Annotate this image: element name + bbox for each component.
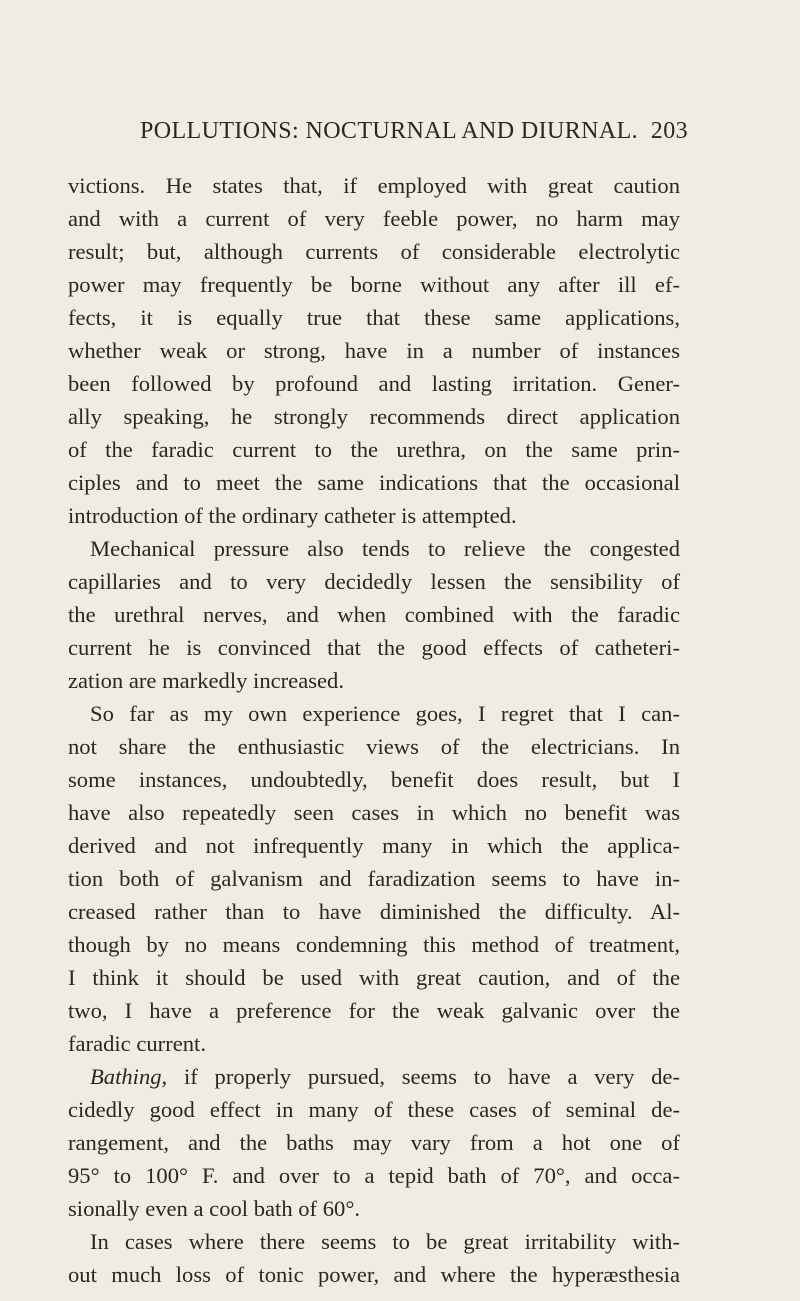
text-line: out much loss of tonic power, and where the hyperæsthesia: [68, 1262, 680, 1287]
text-line: and with a current of very feeble power, no harm may: [68, 206, 680, 231]
running-title: POLLUTIONS: NOCTURNAL AND DIURNAL.: [140, 118, 639, 144]
text-line: cidedly good effect in many of these cases of seminal de-: [68, 1097, 680, 1122]
text-line: the urethral nerves, and when combined with the faradic: [68, 602, 680, 627]
text-line: some instances, undoubtedly, benefit does result, but I: [68, 767, 680, 792]
text-line: been followed by profound and lasting irritation. Gener-: [68, 371, 680, 396]
text-line: of the faradic current to the urethra, on the same prin-: [68, 437, 680, 462]
text-line: though by no means condemning this method of treatment,: [68, 932, 680, 957]
text-line: power may frequently be borne without any after ill ef-: [68, 272, 680, 297]
text-line: ally speaking, he strongly recommends direct application: [68, 404, 680, 429]
text-line: In cases where there seems to be great irritability with-: [90, 1229, 680, 1254]
text-line-bathing-rest: if properly pursued, seems to have a very de-: [183, 1064, 680, 1089]
text-line: zation are markedly increased.: [68, 668, 345, 693]
text-line: creased rather than to have diminished the difficulty. Al-: [68, 899, 680, 924]
body-text: [68, 169, 680, 1291]
text-line: victions. He states that, if employed with great caution: [68, 173, 680, 198]
italic-term-bathing: Bathing,: [90, 1064, 168, 1089]
text-line: introduction of the ordinary catheter is attempted.: [68, 503, 517, 528]
text-line: current he is convinced that the good effects of catheteri-: [68, 635, 680, 660]
text-line: two, I have a preference for the weak galvanic over the: [68, 998, 680, 1023]
page-header: [110, 118, 688, 152]
text-line: have also repeatedly seen cases in which no benefit was: [68, 800, 680, 825]
text-line: derived and not infrequently many in which the applica-: [68, 833, 680, 858]
text-line: ciples and to meet the same indications that the occasional: [68, 470, 680, 495]
text-line-bathing: [68, 1060, 680, 1093]
text-line: fects, it is equally true that these same applications,: [68, 305, 680, 330]
text-line: tion both of galvanism and faradization seems to have in-: [68, 866, 680, 891]
page-number: 203: [650, 118, 688, 144]
text-line: not share the enthusiastic views of the electricians. In: [68, 734, 680, 759]
text-line: result; but, although currents of considerable electrolytic: [68, 239, 680, 264]
text-line: rangement, and the baths may vary from a hot one of: [68, 1130, 680, 1155]
text-line: faradic current.: [68, 1031, 206, 1056]
text-line: I think it should be used with great caution, and of the: [68, 965, 680, 990]
text-line: 95° to 100° F. and over to a tepid bath of 70°, and occa-: [68, 1163, 680, 1188]
text-line: whether weak or strong, have in a number of instances: [68, 338, 680, 363]
text-line: capillaries and to very decidedly lessen the sensibility of: [68, 569, 680, 594]
text-line: sionally even a cool bath of 60°.: [68, 1196, 361, 1221]
text-line: Mechanical pressure also tends to relieve the congested: [90, 536, 680, 561]
text-line: So far as my own experience goes, I regret that I can-: [90, 701, 680, 726]
